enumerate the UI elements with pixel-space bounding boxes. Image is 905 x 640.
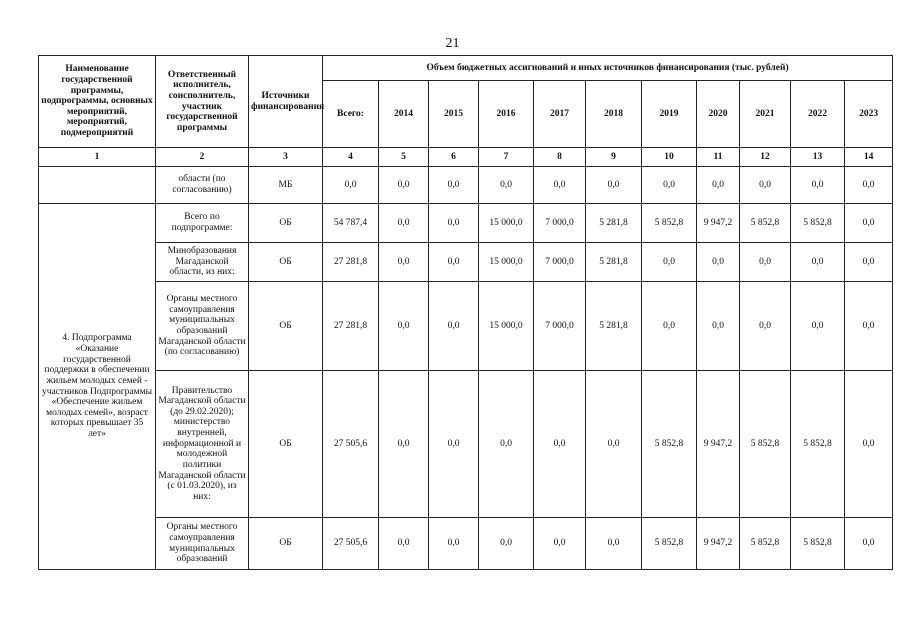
column-number: 1 [39,148,156,167]
column-number: 7 [479,148,534,167]
year-value-cell: 0,0 [429,518,479,570]
source-cell: МБ [249,167,323,204]
column-number: 13 [791,148,845,167]
header-source: Источники финансирования [249,56,323,148]
year-value-cell: 0,0 [845,282,893,371]
year-value-cell: 5 281,8 [586,243,642,282]
year-value-cell: 5 281,8 [586,282,642,371]
total-cell: 27 505,6 [323,518,379,570]
header-year: 2022 [791,81,845,148]
year-value-cell: 0,0 [534,167,586,204]
column-number: 9 [586,148,642,167]
executor-cell: Органы местного самоуправления муниципальных образований Магаданской области (по согласованию) [156,282,249,371]
year-value-cell: 0,0 [845,204,893,243]
source-cell: ОБ [249,371,323,518]
year-value-cell: 0,0 [845,243,893,282]
budget-table [38,55,893,570]
year-value-cell: 0,0 [740,282,791,371]
header-year: 2014 [379,81,429,148]
year-value-cell: 5 852,8 [791,204,845,243]
year-value-cell: 0,0 [791,282,845,371]
column-number: 6 [429,148,479,167]
year-value-cell: 9 947,2 [697,204,740,243]
table-row [39,243,893,282]
header-year: 2023 [845,81,893,148]
column-number: 10 [642,148,697,167]
executor-cell: Всего по подпрограмме: [156,204,249,243]
year-value-cell: 5 852,8 [740,371,791,518]
table-body [39,167,893,570]
executor-cell: области (по согласованию) [156,167,249,204]
year-value-cell: 0,0 [740,167,791,204]
header-year: 2018 [586,81,642,148]
year-value-cell: 5 852,8 [642,371,697,518]
column-number: 14 [845,148,893,167]
header-year: 2020 [697,81,740,148]
total-cell: 54 787,4 [323,204,379,243]
total-cell: 27 281,8 [323,282,379,371]
column-number: 5 [379,148,429,167]
year-value-cell: 0,0 [845,518,893,570]
header-total: Всего: [323,81,379,148]
year-value-cell: 0,0 [642,243,697,282]
column-number: 4 [323,148,379,167]
table-row [39,371,893,518]
year-value-cell: 0,0 [697,282,740,371]
source-cell: ОБ [249,282,323,371]
year-value-cell: 15 000,0 [479,282,534,371]
executor-cell: Минобразования Магаданской области, из них: [156,243,249,282]
year-value-cell: 15 000,0 [479,204,534,243]
source-cell: ОБ [249,518,323,570]
year-value-cell: 5 852,8 [642,204,697,243]
executor-cell: Правительство Магаданской области (до 29.02.2020); министерство внутренней, информационной и молодежной политики Магаданской области (с 01.03.2020), из них: [156,371,249,518]
year-value-cell: 0,0 [845,167,893,204]
year-value-cell: 9 947,2 [697,518,740,570]
year-value-cell: 0,0 [479,167,534,204]
year-value-cell: 0,0 [534,371,586,518]
column-number: 12 [740,148,791,167]
year-value-cell: 0,0 [642,167,697,204]
column-number: 8 [534,148,586,167]
header-year: 2016 [479,81,534,148]
total-cell: 27 505,6 [323,371,379,518]
year-value-cell: 0,0 [429,243,479,282]
header-year: 2015 [429,81,479,148]
total-cell: 27 281,8 [323,243,379,282]
year-value-cell: 9 947,2 [697,371,740,518]
source-cell: ОБ [249,243,323,282]
year-value-cell: 5 852,8 [740,518,791,570]
year-value-cell: 0,0 [379,371,429,518]
year-value-cell: 15 000,0 [479,243,534,282]
year-value-cell: 0,0 [791,167,845,204]
year-value-cell: 5 852,8 [642,518,697,570]
year-value-cell: 5 852,8 [740,204,791,243]
header-year: 2017 [534,81,586,148]
total-cell: 0,0 [323,167,379,204]
year-value-cell: 0,0 [429,371,479,518]
year-value-cell: 0,0 [379,282,429,371]
year-value-cell: 0,0 [479,371,534,518]
year-value-cell: 0,0 [586,518,642,570]
year-value-cell: 0,0 [379,204,429,243]
program-name: 4. Подпрограмма «Оказание государственной поддержки в обеспечении жильем молодых семей - участников Подпрограммы «Обеспечение жильем молодых семей», возраст которых превышает 35 лет» [39,204,156,570]
year-value-cell: 5 281,8 [586,204,642,243]
year-value-cell: 7 000,0 [534,282,586,371]
header-year: 2021 [740,81,791,148]
year-value-cell: 0,0 [429,167,479,204]
year-value-cell: 0,0 [379,243,429,282]
year-value-cell: 0,0 [586,371,642,518]
year-value-cell: 5 852,8 [791,371,845,518]
page-number: 21 [445,36,460,51]
year-value-cell: 0,0 [740,243,791,282]
year-value-cell: 0,0 [642,282,697,371]
year-value-cell: 0,0 [379,518,429,570]
executor-cell: Органы местного самоуправления муниципальных образований [156,518,249,570]
year-value-cell: 0,0 [697,243,740,282]
year-value-cell: 7 000,0 [534,204,586,243]
year-value-cell: 0,0 [586,167,642,204]
program-name-cell-empty [39,167,156,204]
year-value-cell: 0,0 [429,204,479,243]
year-value-cell: 7 000,0 [534,243,586,282]
table-row [39,518,893,570]
year-value-cell: 0,0 [479,518,534,570]
year-value-cell: 0,0 [791,243,845,282]
year-value-cell: 0,0 [379,167,429,204]
header-responsible: Ответственный исполнитель, соисполнитель, участник государственной программы [156,56,249,148]
year-value-cell: 0,0 [845,371,893,518]
source-cell: ОБ [249,204,323,243]
header-volume-group: Объем бюджетных ассигнований и иных источников финансирования (тыс. рублей) [323,56,893,81]
header-year: 2019 [642,81,697,148]
table-row [39,204,893,243]
table-row [39,167,893,204]
column-number-row [39,148,893,167]
column-number: 2 [156,148,249,167]
year-value-cell: 5 852,8 [791,518,845,570]
header-name: Наименование государственной программы, подпрограммы, основных мероприятий, мероприятий, подмероприятий [39,56,156,148]
year-value-cell: 0,0 [534,518,586,570]
year-value-cell: 0,0 [429,282,479,371]
column-number: 3 [249,148,323,167]
table-row [39,282,893,371]
year-value-cell: 0,0 [697,167,740,204]
column-number: 11 [697,148,740,167]
